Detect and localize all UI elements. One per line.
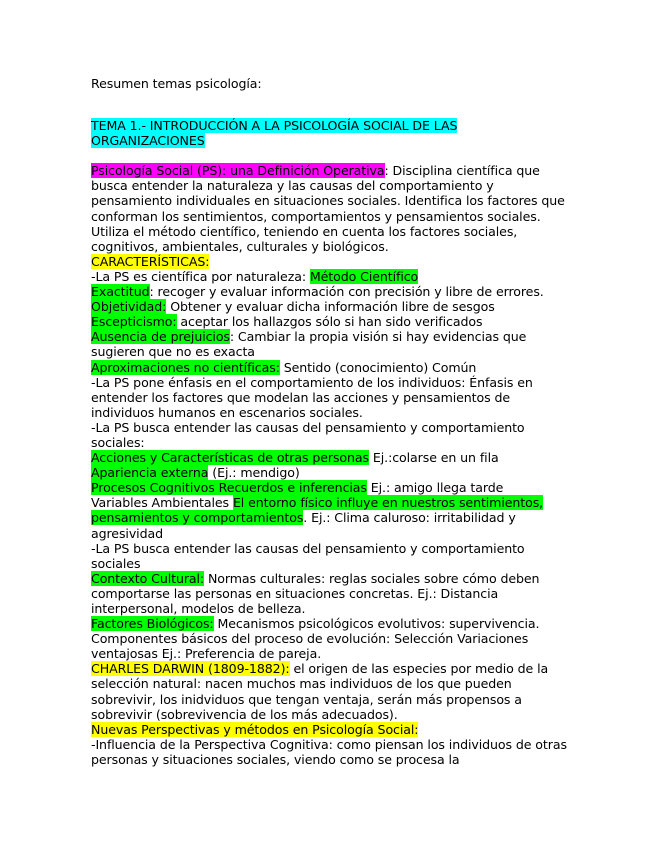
document-title: Resumen temas psicología: bbox=[91, 76, 262, 91]
line-causes: -La PS busca entender las causas del pensamiento y comportamiento sociales: bbox=[91, 419, 525, 450]
apariencia-line bbox=[91, 465, 571, 480]
escepticismo-label: Escepticismo: bbox=[91, 314, 177, 330]
definition-paragraph bbox=[91, 163, 571, 254]
line-scientific-text: -La PS es científica por naturaleza: bbox=[91, 268, 310, 284]
exactitud-line bbox=[91, 284, 571, 299]
contexto-text: Normas culturales: reglas sociales sobre cómo deben comportarse las personas en situaciones concretas. Ej.: Distancia interpersonal, modelos de belleza. bbox=[91, 570, 540, 616]
aproximaciones-label: Aproximaciones no científicas: bbox=[91, 359, 280, 375]
prejuicios-label: Ausencia de prejuicios bbox=[91, 329, 230, 345]
apariencia-label: Apariencia externa bbox=[91, 465, 209, 481]
procesos-line bbox=[91, 480, 571, 495]
variables-text: . Ej.: Clima caluroso: irritabilidad y agresividad bbox=[91, 510, 516, 541]
tema-heading-text: TEMA 1.- INTRODUCCIÓN A LA PSICOLOGÍA SOCIAL DE LAS ORGANIZACIONES bbox=[91, 118, 458, 149]
exactitud-label: Exactitud bbox=[91, 284, 150, 300]
line-cognitive: -Influencia de la Perspectiva Cognitiva: como piensan los individuos de otras personas y situaciones sociales, viendo como se procesa la bbox=[91, 736, 567, 767]
definition-text: : Disciplina científica que busca entender la naturaleza y las causas del comportamiento y pensamiento individuales en situaciones sociales. Identifica los factores que conforman los sentimientos, comportamientos y pensamientos sociales. Utiliza el método científico, teniendo en cuenta los factores sociales, cognitivos, ambientales, culturales y biológicos. bbox=[91, 163, 565, 254]
exactitud-text: : recoger y evaluar información con precisión y libre de errores. bbox=[149, 284, 544, 300]
characteristics-heading bbox=[91, 254, 571, 269]
line-causes-2: -La PS busca entender las causas del pensamiento y comportamiento sociales bbox=[91, 540, 525, 571]
prejuicios-line bbox=[91, 329, 571, 359]
prejuicios-text: : Cambiar la propia visión si hay evidencias que sugieren que no es exacta bbox=[91, 329, 527, 360]
tema-heading bbox=[91, 118, 571, 148]
document-page bbox=[91, 76, 571, 767]
aproximaciones-text: Sentido (conocimiento) Común bbox=[279, 359, 477, 375]
acciones-label: Acciones y Características de otras personas bbox=[91, 450, 369, 466]
contexto-line bbox=[91, 571, 571, 616]
objetividad-line bbox=[91, 299, 571, 314]
variables-line bbox=[91, 495, 571, 540]
darwin-paragraph bbox=[91, 661, 571, 721]
scientific-method-label: Método Científico bbox=[309, 268, 419, 284]
escepticismo-text: aceptar los hallazgos sólo si han sido verificados bbox=[176, 314, 483, 330]
darwin-text: el origen de las especies por medio de la selección natural: nacen muchos mas individuos de los que pueden sobrevivir, los inidviduos que tengan ventaja, serán más propensos a sobrevivir (sobrevivencia de los más adecuados). bbox=[91, 661, 549, 722]
spacer bbox=[91, 148, 571, 163]
perspectivas-heading bbox=[91, 722, 571, 737]
procesos-text: Ej.: amigo llega tarde bbox=[366, 480, 504, 496]
acciones-line bbox=[91, 450, 571, 465]
objetividad-label: Objetividad: bbox=[91, 299, 167, 315]
variables-prefix: Variables Ambientales bbox=[91, 495, 233, 511]
line-scientific bbox=[91, 269, 571, 284]
characteristics-label: CARACTERÍSTICAS: bbox=[91, 253, 210, 269]
variables-label: El entorno físico influye en nuestros sentimientos, pensamientos y comportamientos bbox=[91, 495, 544, 526]
line-emphasis: -La PS pone énfasis en el comportamiento de los individuos: Énfasis en entender los factores que modelan las acciones y pensamientos de individuos humanos en escenarios sociales. bbox=[91, 374, 533, 420]
definition-label: Psicología Social (PS): una Definición Operativa bbox=[91, 163, 385, 179]
objetividad-text: Obtener y evaluar dicha información libre de sesgos bbox=[166, 299, 495, 315]
procesos-label: Procesos Cognitivos Recuerdos e inferencias bbox=[91, 480, 367, 496]
perspectivas-label: Nuevas Perspectivas y métodos en Psicología Social: bbox=[91, 721, 419, 737]
biologicos-label: Factores Biológicos: bbox=[91, 616, 214, 632]
darwin-label: CHARLES DARWIN (1809-1882): bbox=[91, 661, 290, 677]
contexto-label: Contexto Cultural: bbox=[91, 570, 205, 586]
escepticismo-line bbox=[91, 314, 571, 329]
acciones-text: Ej.:colarse en un fila bbox=[369, 450, 499, 466]
biologicos-line bbox=[91, 616, 571, 661]
aproximaciones-line bbox=[91, 360, 571, 375]
biologicos-text: Mecanismos psicológicos evolutivos: supervivencia. Componentes básicos del proceso de evolución: Selección Variaciones ventajosas Ej.: Preferencia de pareja. bbox=[91, 616, 540, 662]
apariencia-text: (Ej.: mendigo) bbox=[208, 465, 300, 481]
